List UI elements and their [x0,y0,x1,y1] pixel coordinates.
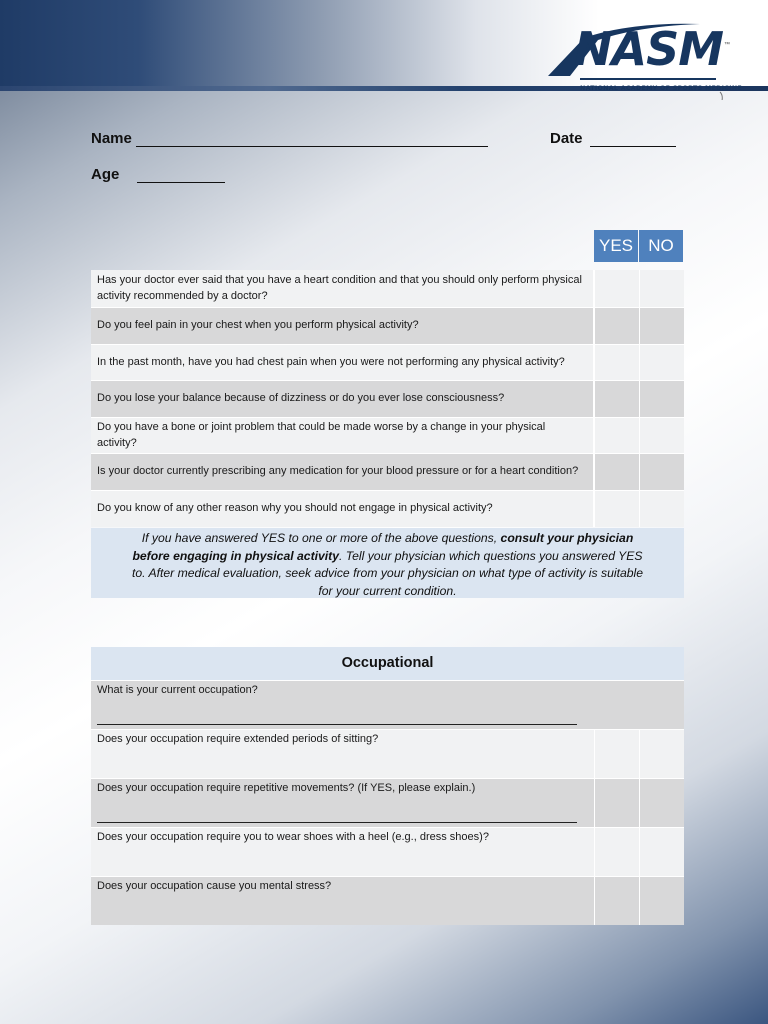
health-questions-table [91,270,684,527]
occupation-question-text: Does your occupation require repetitive movements? (If YES, please explain.) [97,782,476,794]
yes-answer-cell[interactable] [594,877,639,925]
nasm-logo [540,14,743,100]
occupation-question [91,681,684,729]
occupational-heading: Occupational [91,647,684,680]
advice-text-end: . Tell your physician which questions you answered YES to. After medical evaluation, seek advice from your physician on what type of activity is suitable for your current condition. [132,548,643,598]
yes-answer-cell[interactable] [594,730,639,778]
occupation-row [91,729,684,778]
yes-answer-cell[interactable] [594,345,639,380]
no-answer-cell[interactable] [639,730,684,778]
occupation-row [91,876,684,925]
yes-answer-cell[interactable] [594,308,639,344]
yes-answer-cell[interactable] [594,454,639,490]
no-answer-cell[interactable] [639,779,684,827]
question-row [91,270,684,307]
question-row [91,490,684,527]
occupation-question [91,779,594,827]
physician-advice-box [91,528,684,598]
question-text: In the past month, have you had chest pain when you were not performing any physical activity? [91,345,594,380]
no-answer-cell[interactable] [639,345,684,380]
yes-answer-cell[interactable] [594,779,639,827]
logo-wordmark: NASM [574,22,724,76]
occupation-row [91,778,684,827]
age-label: Age [91,166,120,183]
occupation-row [91,827,684,876]
advice-text-bold: consult your physician before engaging in physical activity [132,531,634,563]
yes-column-header: YES [594,230,638,262]
occupational-table [91,647,684,925]
question-row [91,307,684,344]
date-label: Date [550,130,583,147]
advice-text-start: If you have answered YES to one or more of the above questions, [141,531,501,545]
no-answer-cell[interactable] [639,308,684,344]
occupation-question: Does your occupation require extended periods of sitting? [97,733,379,745]
name-label: Name [91,130,132,147]
question-row [91,380,684,417]
age-field[interactable] [137,169,225,183]
yes-answer-cell[interactable] [594,418,639,453]
question-row [91,417,684,453]
no-answer-cell[interactable] [639,828,684,876]
question-text: Do you lose your balance because of dizziness or do you ever lose consciousness? [91,381,594,417]
question-text: Do you feel pain in your chest when you perform physical activity? [91,308,594,344]
occupation-row [91,680,684,729]
no-column-header: NO [639,230,683,262]
question-text: Do you have a bone or joint problem that could be made worse by a change in your physical activity? [91,418,594,453]
no-answer-cell[interactable] [639,270,684,307]
name-field[interactable] [136,133,488,147]
question-text: Do you know of any other reason why you should not engage in physical activity? [91,491,594,527]
no-answer-cell[interactable] [639,454,684,490]
no-answer-cell[interactable] [639,877,684,925]
occupation-answer-line[interactable] [97,724,577,725]
trademark-mark: ™ [724,42,730,48]
yes-answer-cell[interactable] [594,491,639,527]
question-row [91,453,684,490]
no-answer-cell[interactable] [639,491,684,527]
yes-answer-cell[interactable] [594,828,639,876]
question-row [91,344,684,380]
explanation-answer-line[interactable] [97,822,577,823]
occupation-question: Does your occupation cause you mental stress? [97,880,332,892]
yes-answer-cell[interactable] [594,381,639,417]
no-answer-cell[interactable] [639,418,684,453]
occupation-question: Does your occupation require you to wear shoes with a heel (e.g., dress shoes)? [97,831,489,843]
question-text: Is your doctor currently prescribing any medication for your blood pressure or for a heart condition? [91,454,594,490]
date-field[interactable] [590,133,676,147]
question-text: Has your doctor ever said that you have a heart condition and that you should only perform physical activity recommended by a doctor? [91,270,594,307]
logo-tagline: NATIONAL ACADEMY OF SPORTS MEDICINE [580,85,743,92]
yes-answer-cell[interactable] [594,270,639,307]
no-answer-cell[interactable] [639,381,684,417]
occupation-question-text: What is your current occupation? [97,684,258,696]
